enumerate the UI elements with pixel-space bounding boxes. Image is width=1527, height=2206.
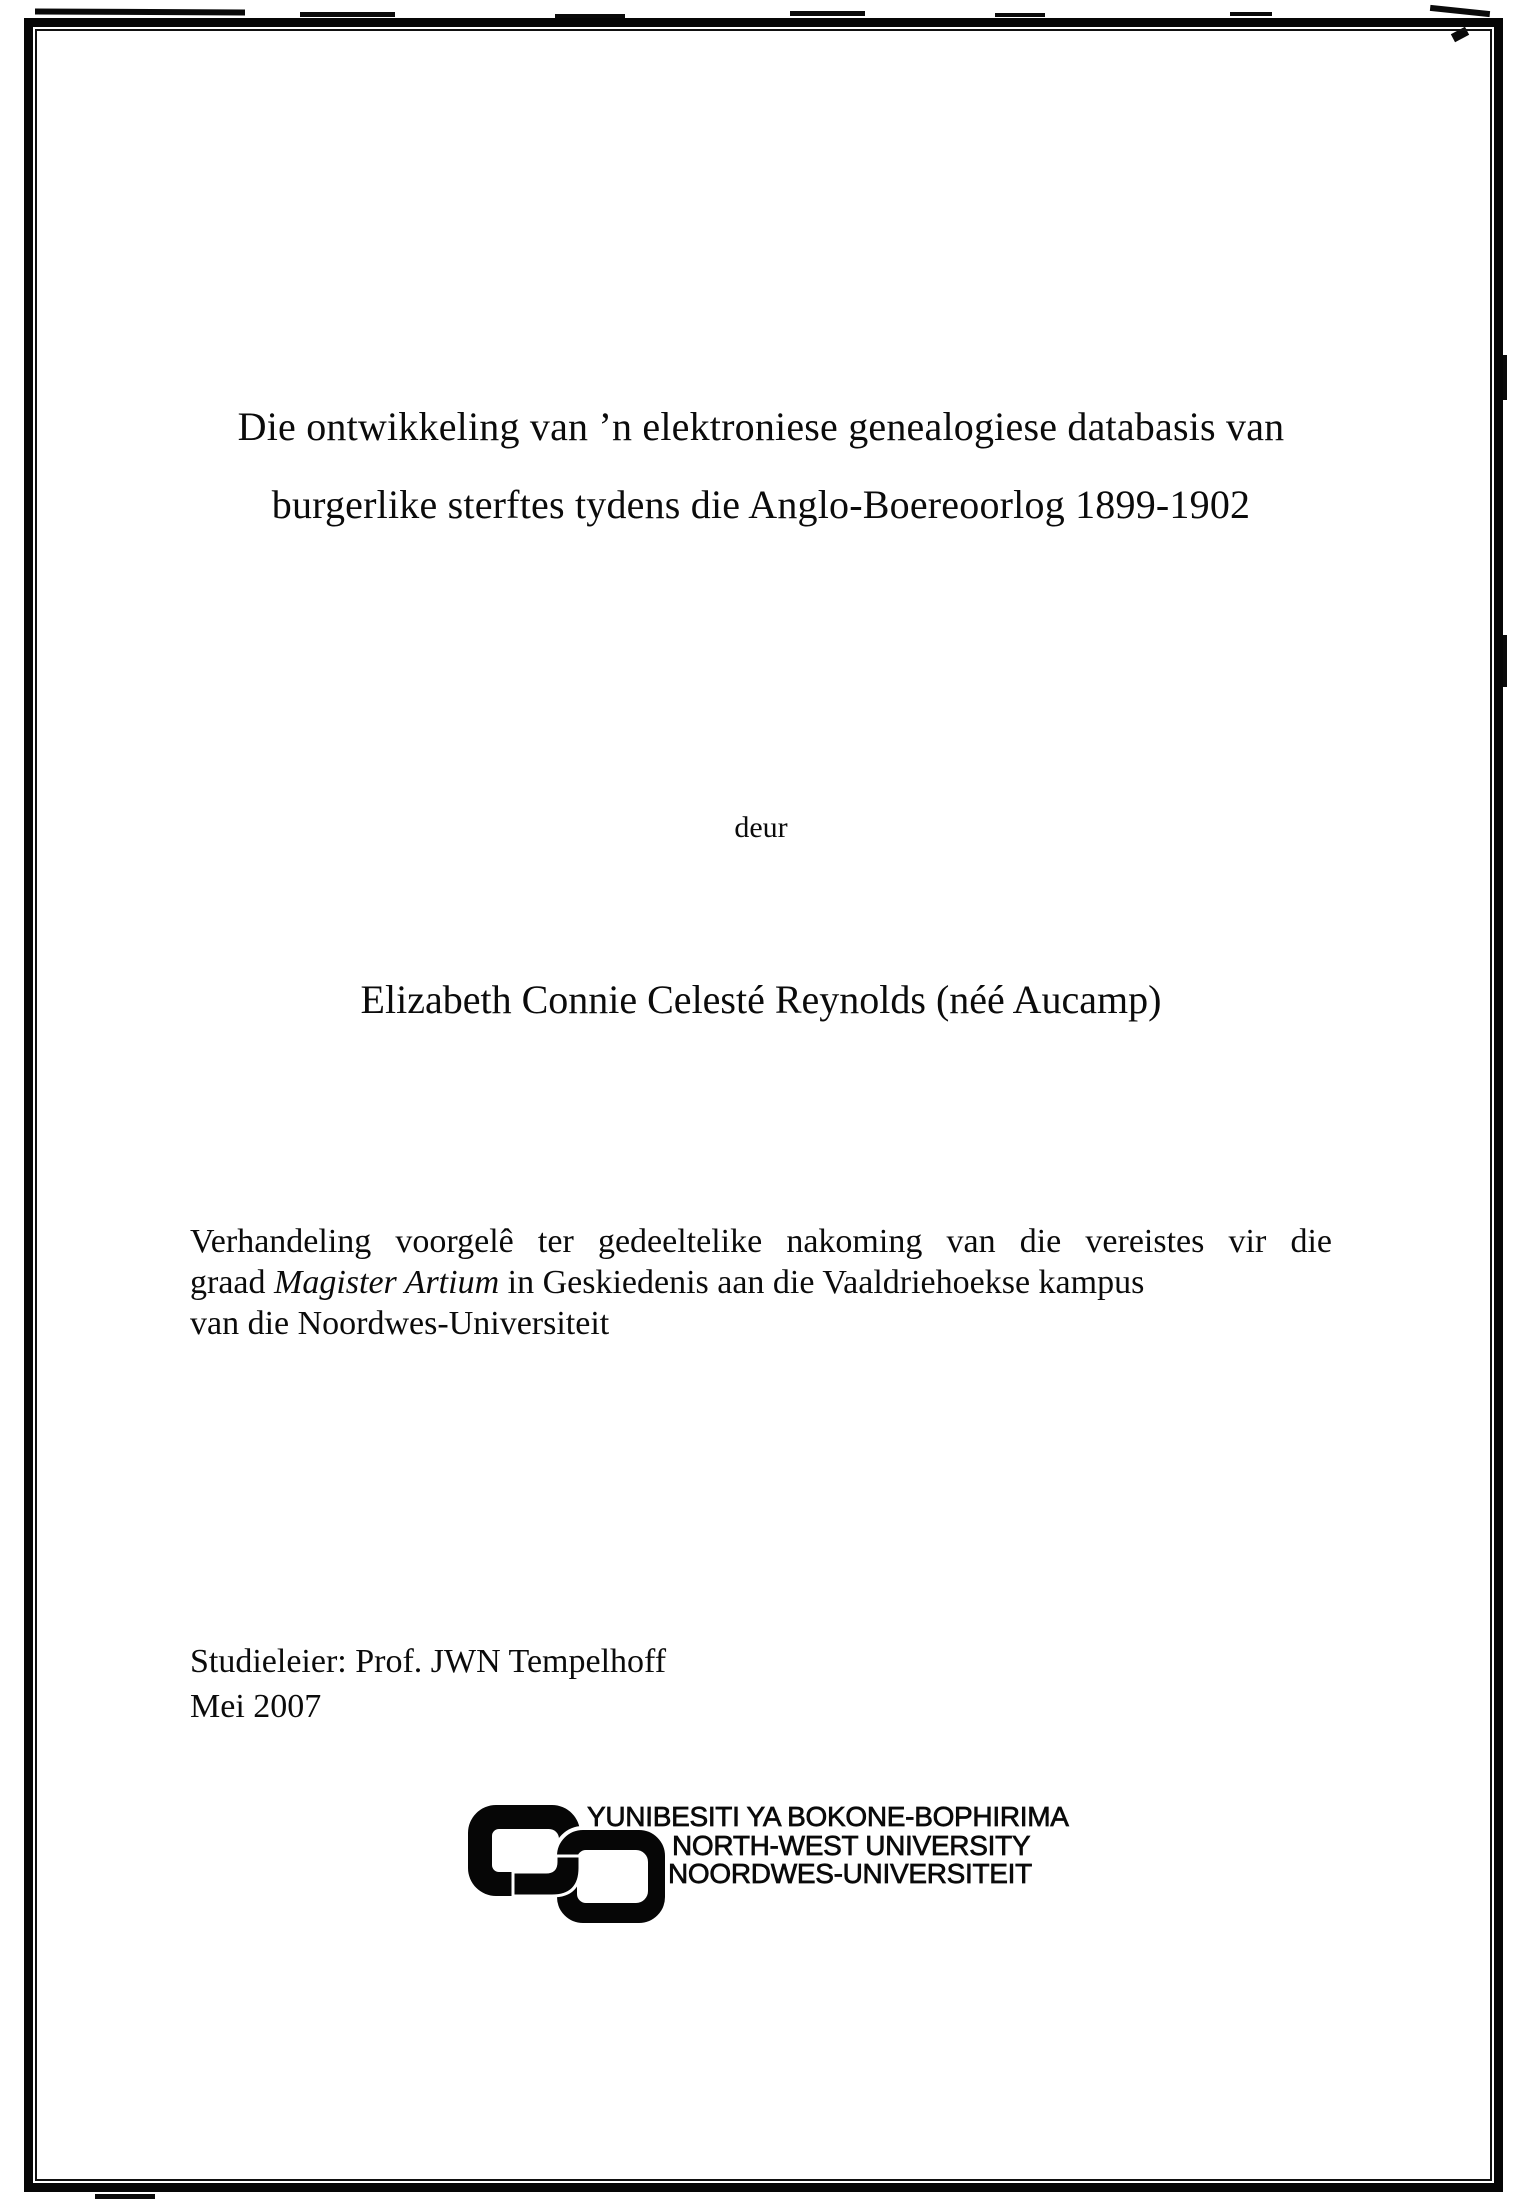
statement-line2-prefix: graad <box>190 1264 275 1301</box>
supervisor-line: Studieleier: Prof. JWN Tempelhoff <box>190 1643 667 1680</box>
scan-artifact <box>1230 12 1272 16</box>
statement-line1: Verhandeling voorgelê ter gedeeltelike nakoming van die vereistes vir die <box>190 1223 1332 1260</box>
scan-artifact <box>35 8 245 15</box>
thesis-title-line1: Die ontwikkeling van ’n elektroniese genealogiese databasis van <box>237 404 1285 449</box>
statement-line2-suffix: in Geskiedenis aan die Vaaldriehoekse kampus <box>499 1264 1145 1301</box>
university-logo <box>455 1798 1095 1933</box>
scan-artifact <box>95 2194 155 2199</box>
date-line: Mei 2007 <box>190 1688 322 1725</box>
statement-line3: van die Noordwes-Universiteit <box>190 1305 610 1342</box>
author-name: Elizabeth Connie Celesté Reynolds (néé Aucamp) <box>360 977 1162 1022</box>
scan-artifact <box>1430 5 1490 17</box>
logo-text-afrikaans: NOORDWES-UNIVERSITEIT <box>668 1858 1032 1889</box>
degree-name-italic: Magister Artium <box>274 1264 500 1301</box>
logo-text-english: NORTH-WEST UNIVERSITY <box>672 1830 1031 1861</box>
thesis-title-line2: burgerlike sterftes tydens die Anglo-Boereoorlog 1899-1902 <box>271 482 1251 527</box>
byline: deur <box>734 811 788 844</box>
scan-artifact <box>790 11 865 16</box>
logo-text-setswana: YUNIBESITI YA BOKONE-BOPHIRIMA <box>587 1801 1069 1832</box>
scan-artifact <box>995 13 1045 17</box>
statement-line2 <box>190 1262 1332 1303</box>
scan-artifact <box>300 12 395 17</box>
